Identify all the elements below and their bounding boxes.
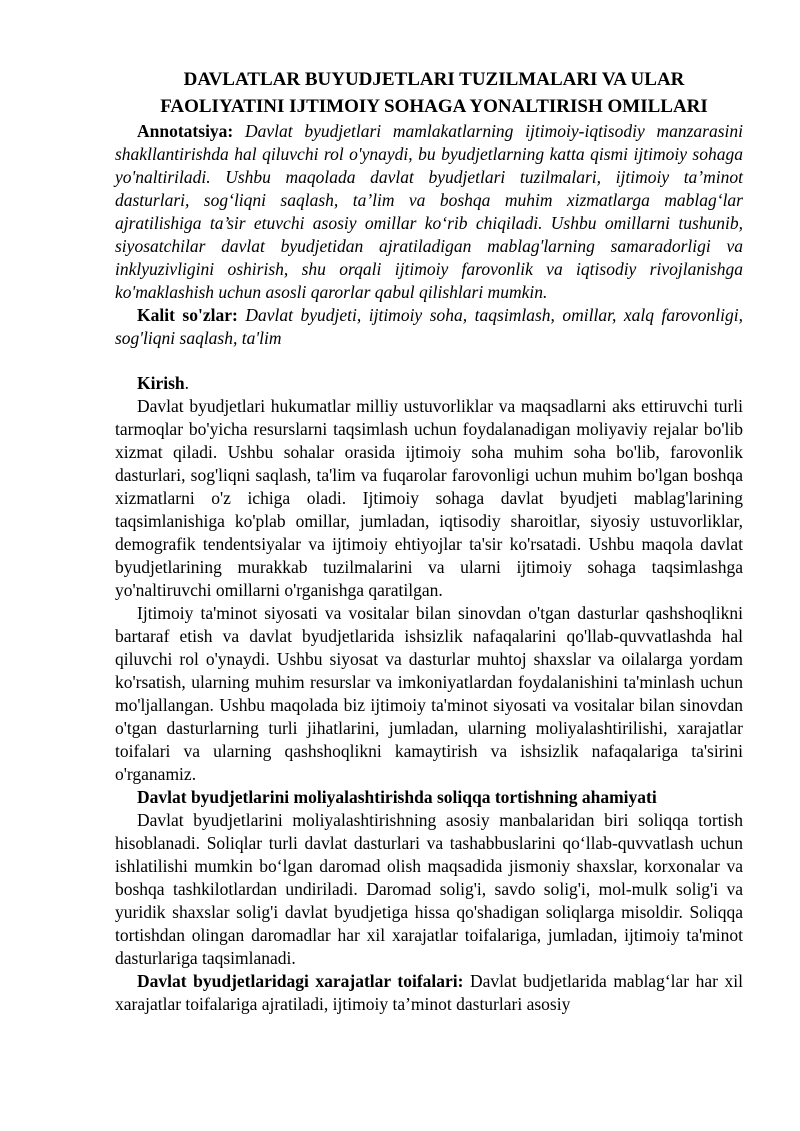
title-line-2: FAOLIYATINI IJTIMOIY SOHAGA YONALTIRISH OMILLARI	[160, 96, 708, 117]
expenses-paragraph	[115, 970, 743, 1016]
intro-heading-line: Kirish.	[137, 373, 190, 393]
intro-paragraph-1: Davlat byudjetlari hukumatlar milliy ustuvorliklar va maqsadlarni aks ettiruvchi turli tarmoqlar bo'yicha resurslarni taqsimlash uchun foydalanadigan moliyaviy rejalar bo'lib xizmat qiladi. Ushbu sohalar orasida ijtimoiy soha muhim soha bo'lib, farovonlik dasturlari, sog'liqni saqlash, ta'lim va fuqarolar farovonligi uchun muhim bo'lgan boshqa xizmatlarni o'z ichiga oladi. Ijtimoiy sohaga davlat byudjeti mablag'larining taqsimlanishiga ko'plab omillar, jumladan, iqtisodiy sharoitlar, siyosiy ustuvorliklar, demografik tendentsiyalar va ijtimoiy ehtiyojlar ta'sir ko'rsatadi. Ushbu maqola davlat byudjetlarining murakkab tuzilmalarini va ularni ijtimoiy sohaga taqsimlashga yo'naltiruvchi omillarni o'rganishga qaratilgan.	[115, 396, 743, 600]
annotation-label: Annotatsiya:	[137, 121, 234, 141]
intro-paragraph-2: Ijtimoiy ta'minot siyosati va vositalar bilan sinovdan o'tgan dasturlar qashshoqlikni bartaraf etish va davlat byudjetlarida ishsizlik nafaqalarini qo'llab-quvvatlashda hal qiluvchi rol o'ynaydi. Ushbu siyosat va dasturlar muhtoj shaxslar va oilalarga yordam ko'rsatish, ularning muhim resurslar va imkoniyatlardan foydalanishini ta'minlash uchun mo'ljallangan. Ushbu maqolada biz ijtimoiy ta'minot siyosati va vositalar bilan sinovdan o'tgan dasturlarning turli jihatlarini, jumladan, ularning moliyalashtirilishi, xarajatlar toifalari va ularning qashshoqlikni kamaytirish va ishsizlik nafaqalariga ta'sirini o'rganamiz.	[115, 603, 743, 784]
annotation-text: Davlat byudjetlari mamlakatlarning ijtimoiy-iqtisodiy manzarasini shakllantirishda hal qiluvchi rol o'ynaydi, bu byudjetlarning katta qismi ijtimoiy sohaga yo'naltiriladi. Ushbu maqolada davlat byudjetlari tuzilmalari, ijtimoiy ta’minot dasturlari, sog‘liqni saqlash, ta’lim va boshqa muhim xizmatlarga mablag‘lar ajratilishiga ta’sir etuvchi asosiy omillar ko‘rib chiqiladi. Ushbu omillarni tushunib, siyosatchilar davlat byudjetidan ajratiladigan mablag'larning samaradorligi va inklyuzivligini oshirish, shu orqali ijtimoiy farovonlik va iqtisodiy rivojlanishga ko'maklashish uchun asosli qarorlar qabul qilishlari mumkin.	[115, 121, 743, 302]
keywords-label: Kalit so'zlar:	[137, 305, 238, 325]
annotation-paragraph	[115, 120, 743, 304]
tax-paragraph: Davlat byudjetlarini moliyalashtirishning asosiy manbalaridan biri soliqqa tortish hisoblanadi. Soliqlar turli davlat dasturlari va tashabbuslarini qo‘llab-quvvatlash uchun ishlatilishi mumkin bo‘lgan daromad olish maqsadida jismoniy shaxslar, korxonalar va boshqa tashkilotlardan undiriladi. Daromad solig'i, savdo solig'i, mol-mulk solig'i va yuridik shaxslar solig'i davlat byudjetiga hissa qo'shadigan soliqlarga misoldir. Soliqqa tortishdan olingan daromadlar har xil xarajatlar toifalariga, jumladan, ijtimoiy ta'minot dasturlariga taqsimlanadi.	[115, 810, 743, 968]
keywords-paragraph	[115, 304, 743, 350]
intro-heading: Kirish	[137, 373, 185, 393]
paper-body	[115, 120, 743, 1016]
keywords-text: Davlat byudjeti, ijtimoiy soha, taqsimlash, omillar, xalq farovonligi, sog'liqni saqlash, ta'lim	[115, 305, 744, 348]
tax-heading: Davlat byudjetlarini moliyalashtirishda soliqqa tortishning ahamiyati	[137, 787, 657, 807]
expenses-label: Davlat byudjetlaridagi xarajatlar toifalari:	[137, 971, 464, 991]
paper-title	[115, 66, 743, 120]
title-line-1: DAVLATLAR BUYUDJETLARI TUZILMALARI VA ULAR	[183, 69, 685, 90]
expenses-text: Davlat budjetlarida mablag‘lar har xil xarajatlar toifalariga ajratiladi, ijtimoiy ta’minot dasturlari asosiy	[115, 971, 744, 1014]
